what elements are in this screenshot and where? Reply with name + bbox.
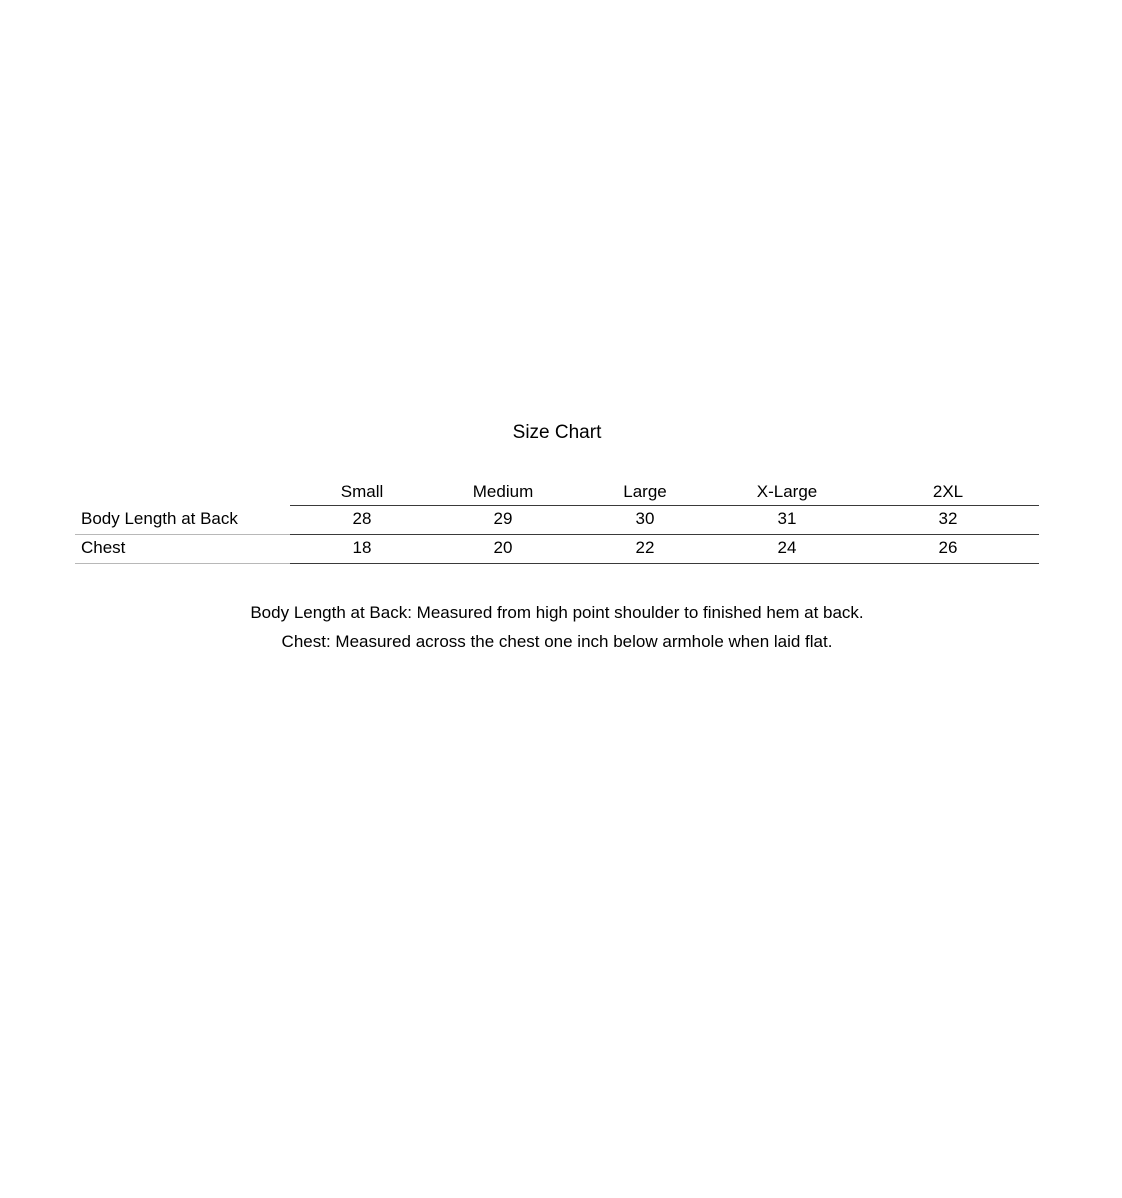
table-cell: 26: [938, 538, 958, 557]
column-header-small: Small: [340, 482, 384, 501]
note-body-length: Body Length at Back: Measured from high point shoulder to finished hem at back.: [250, 603, 864, 622]
table-row: [75, 535, 1039, 564]
measurement-notes: [0, 598, 1114, 656]
row-divider: [290, 563, 1039, 564]
row-divider-label: [75, 563, 290, 564]
table-cell: 20: [493, 538, 513, 557]
table-cell: 32: [938, 509, 958, 528]
table-row: [75, 506, 1039, 535]
column-header-x-large: X-Large: [756, 482, 818, 501]
column-header-2xl: 2XL: [932, 482, 964, 501]
table-cell: 18: [352, 538, 372, 557]
row-label-chest: Chest: [81, 538, 126, 557]
column-header-large: Large: [623, 482, 667, 501]
note-chest: Chest: Measured across the chest one inch below armhole when laid flat.: [281, 632, 833, 651]
table-cell: 29: [493, 509, 513, 528]
size-table: [75, 479, 1039, 564]
table-cell: 31: [777, 509, 797, 528]
table-header-row: [75, 479, 1039, 506]
column-header-medium: Medium: [472, 482, 534, 501]
table-cell: 24: [777, 538, 797, 557]
table-cell: 22: [635, 538, 655, 557]
table-cell: 28: [352, 509, 372, 528]
table-cell: 30: [635, 509, 655, 528]
row-label-body-length: Body Length at Back: [81, 509, 238, 528]
page-title: Size Chart: [512, 422, 602, 443]
